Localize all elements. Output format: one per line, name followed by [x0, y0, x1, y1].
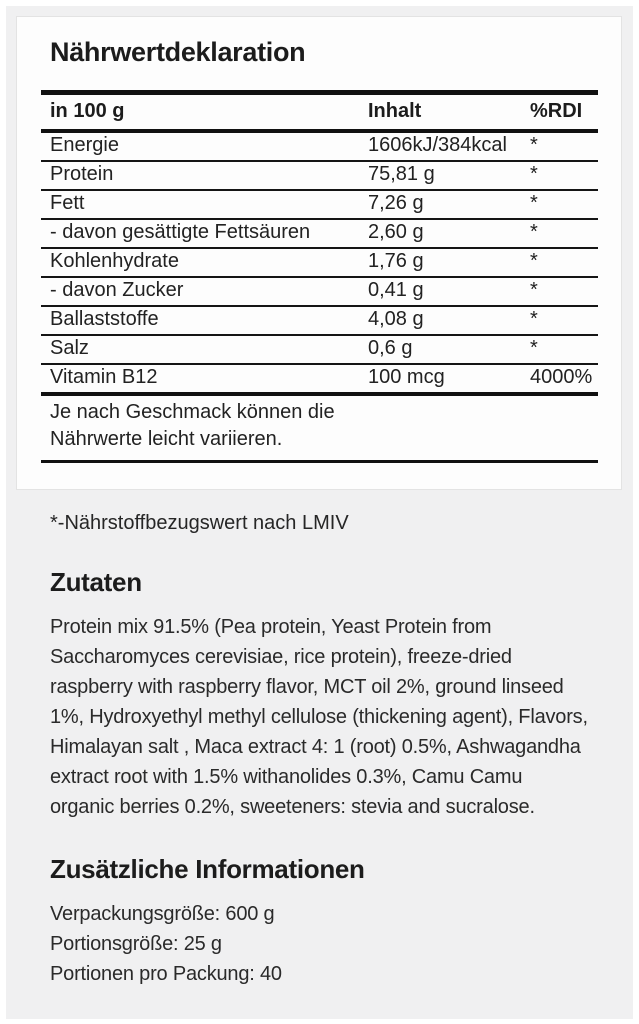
nutrient-rdi: 4000% [530, 364, 598, 394]
table-row [41, 161, 598, 190]
nutrient-amount: 0,6 g [368, 335, 530, 364]
nutrition-declaration-title: Nährwertdeklaration [50, 37, 306, 67]
table-footnote-line: Je nach Geschmack können die [50, 401, 335, 423]
servings-per-pack-line: Portionen pro Packung: 40 [50, 963, 282, 985]
nutrition-table-body [41, 131, 598, 394]
ingredients-heading: Zutaten [50, 567, 142, 597]
nutrient-amount: 0,41 g [368, 277, 530, 306]
table-footnote-row [41, 394, 598, 462]
nutrient-rdi: * [530, 248, 598, 277]
nutrient-amount: 75,81 g [368, 161, 530, 190]
table-footnote-cell [41, 394, 598, 462]
package-size-line: Verpackungsgröße: 600 g [50, 903, 275, 925]
nutrient-rdi: * [530, 277, 598, 306]
nutrition-table [41, 90, 598, 463]
serving-size-line: Portionsgröße: 25 g [50, 933, 222, 955]
nutrient-rdi: * [530, 190, 598, 219]
table-footnote-line: Nährwerte leicht variieren. [50, 428, 283, 450]
table-row [41, 219, 598, 248]
column-header-inhalt: Inhalt [368, 93, 530, 132]
nutrition-info-section [6, 6, 633, 1019]
table-row [41, 190, 598, 219]
nutrient-label: Ballaststoffe [41, 306, 368, 335]
nutrient-label: - davon Zucker [41, 277, 368, 306]
additional-info-heading: Zusätzliche Informationen [50, 854, 365, 884]
nutrient-rdi: * [530, 335, 598, 364]
nutrient-amount: 1606kJ/384kcal [368, 131, 530, 161]
table-row [41, 131, 598, 161]
nutrient-label: Vitamin B12 [41, 364, 368, 394]
nutrient-rdi: * [530, 161, 598, 190]
table-row [41, 306, 598, 335]
table-row [41, 364, 598, 394]
nutrient-amount: 2,60 g [368, 219, 530, 248]
nutrient-label: Energie [41, 131, 368, 161]
nutrient-rdi: * [530, 131, 598, 161]
nutrient-label: Fett [41, 190, 368, 219]
nutrition-table-header-row [41, 93, 598, 132]
additional-info-block [50, 899, 588, 989]
nutrition-declaration-card [16, 16, 622, 490]
nutrient-label: Protein [41, 161, 368, 190]
table-row [41, 248, 598, 277]
nutrient-amount: 7,26 g [368, 190, 530, 219]
nutrient-rdi: * [530, 306, 598, 335]
table-row [41, 335, 598, 364]
nutrient-label: - davon gesättigte Fettsäuren [41, 219, 368, 248]
column-header-per-100g: in 100 g [41, 93, 368, 132]
nutrient-amount: 100 mcg [368, 364, 530, 394]
nutrient-amount: 1,76 g [368, 248, 530, 277]
rdi-reference-note: *-Nährstoffbezugswert nach LMIV [50, 512, 349, 534]
column-header-rdi: %RDI [530, 93, 598, 132]
table-row [41, 277, 598, 306]
nutrient-label: Salz [41, 335, 368, 364]
nutrient-label: Kohlenhydrate [41, 248, 368, 277]
nutrient-rdi: * [530, 219, 598, 248]
nutrient-amount: 4,08 g [368, 306, 530, 335]
ingredients-text: Protein mix 91.5% (Pea protein, Yeast Protein from Saccharomyces cerevisiae, rice protein), freeze-dried raspberry with raspberry flavor, MCT oil 2%, ground linseed 1%, Hydroxyethyl methyl cellulose (thickening agent), Flavors, Himalayan salt , Maca extract 4: 1 (root) 0.5%, Ashwagandha extract root with 1.5% withanolides 0.3%, Camu Camu organic berries 0.2%, sweeteners: stevia and sucralose. [50, 616, 588, 818]
